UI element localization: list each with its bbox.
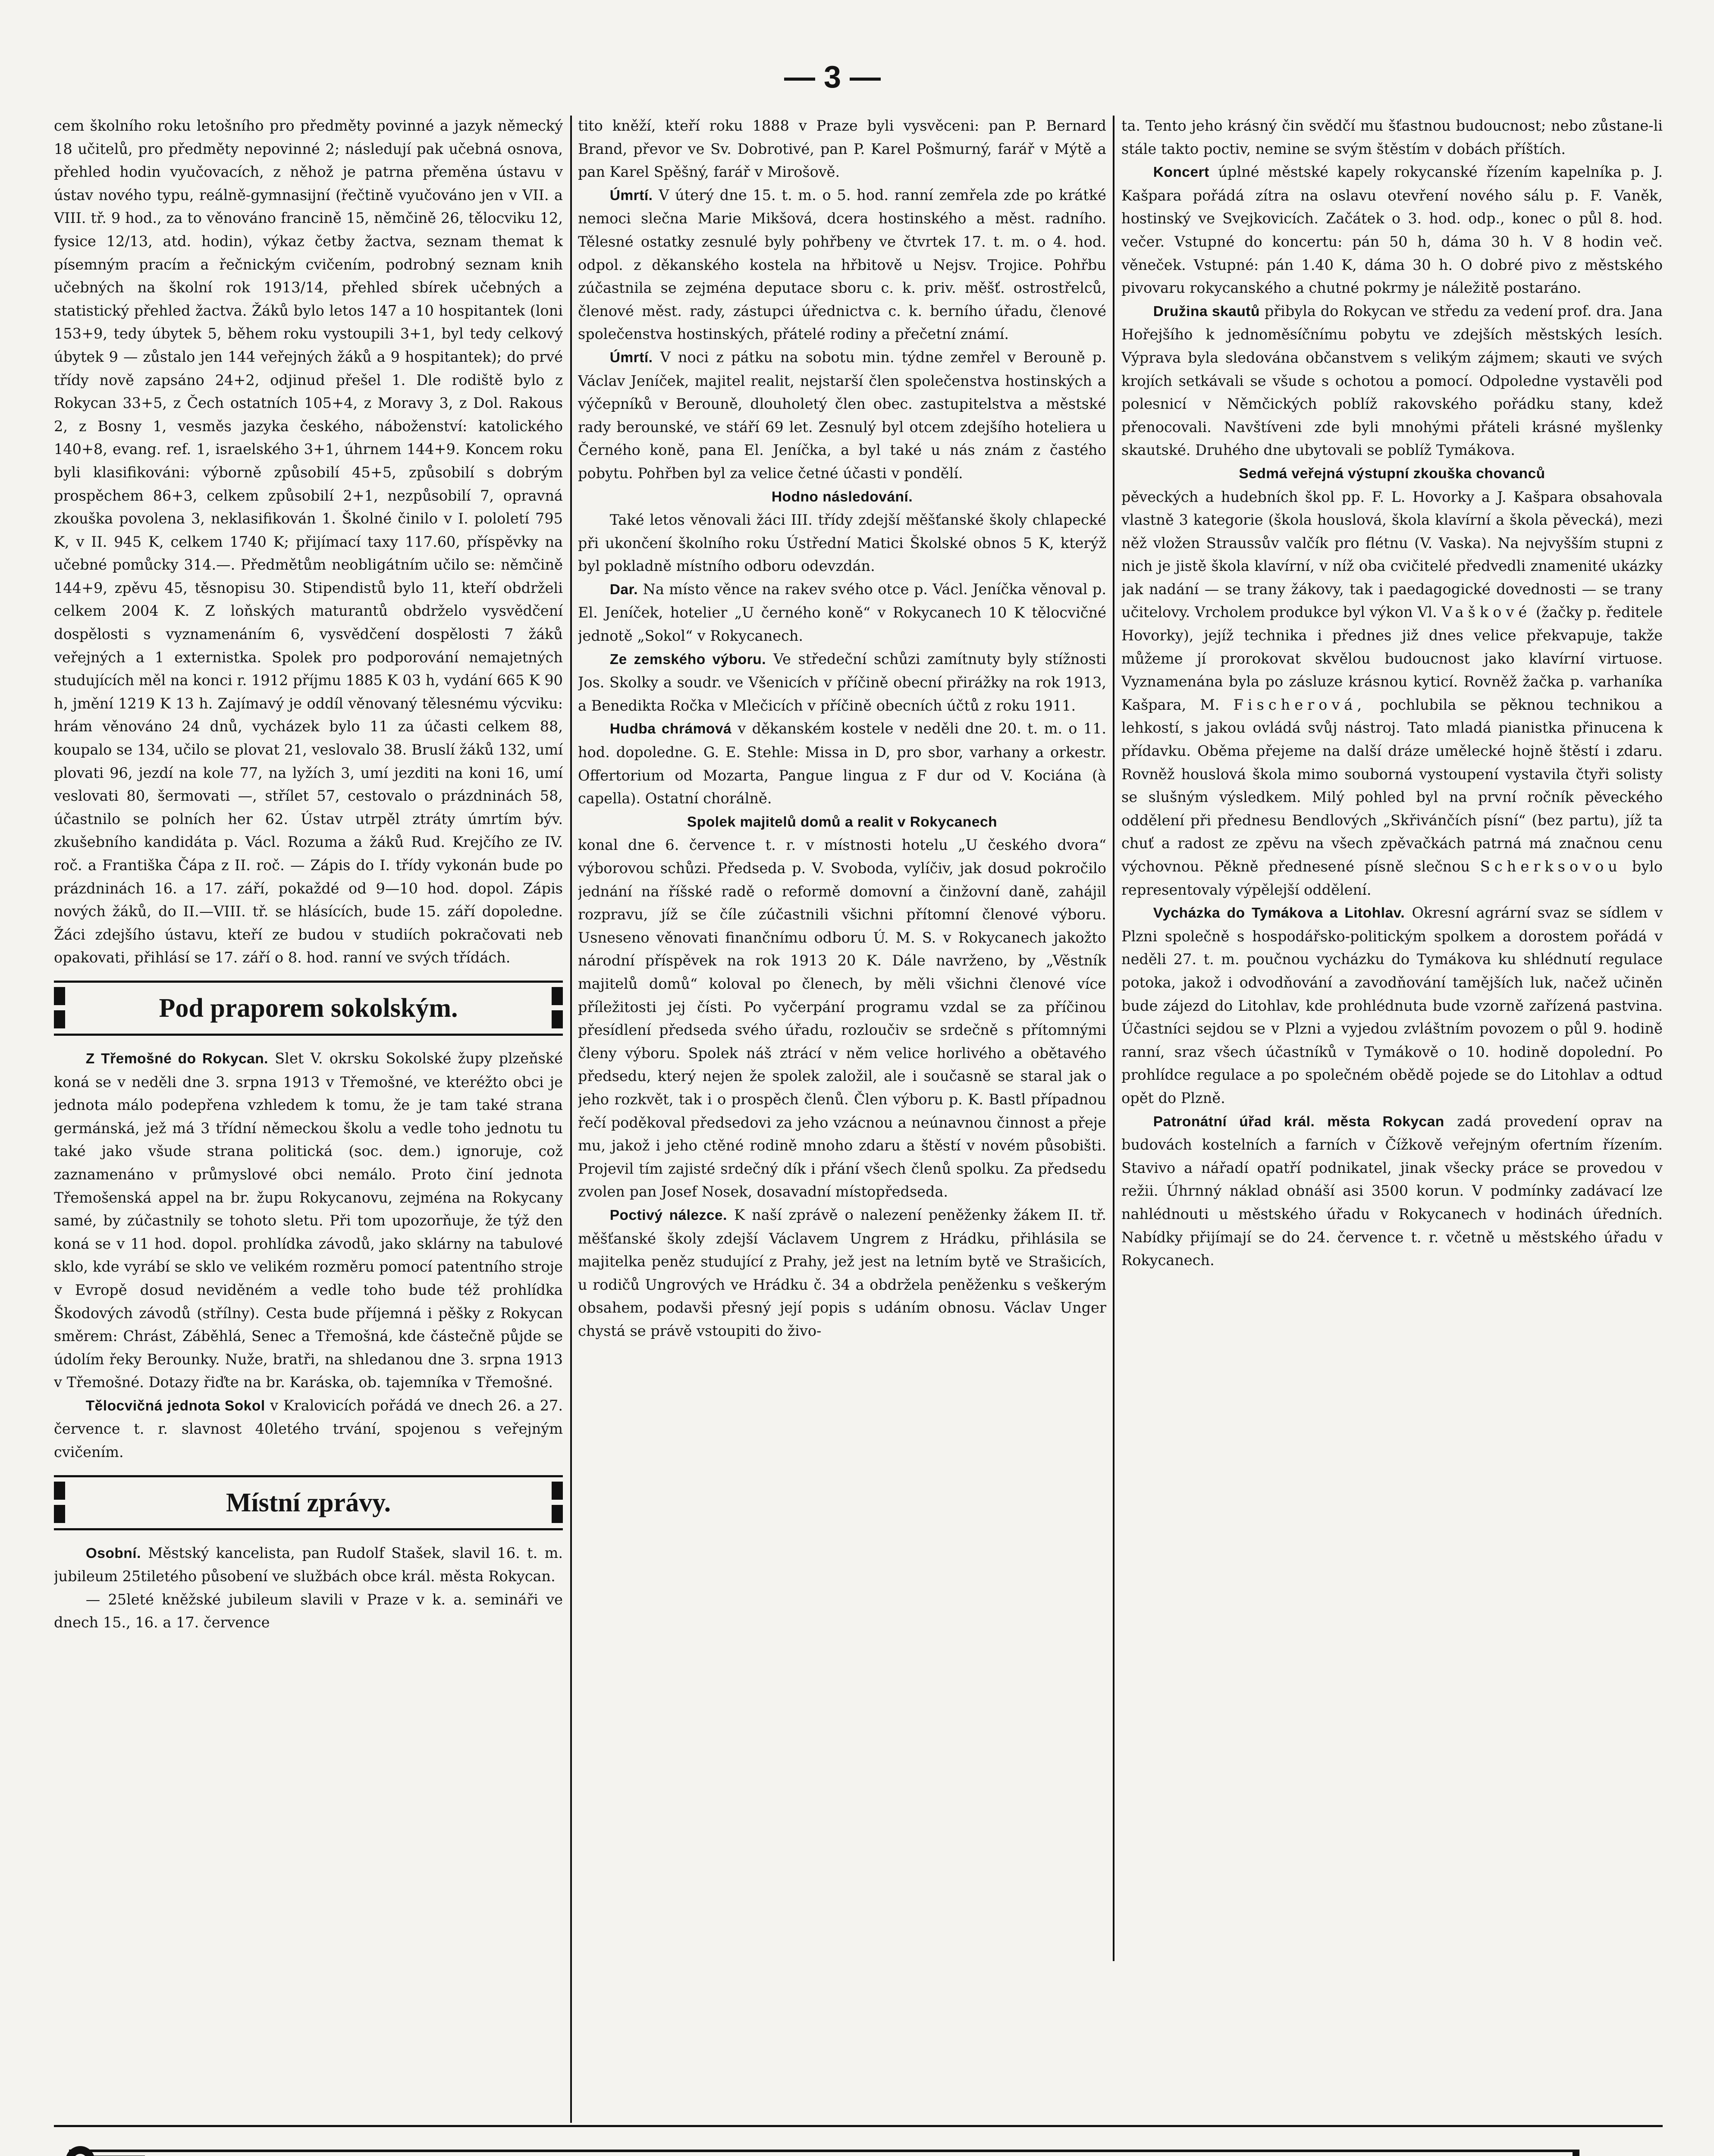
box-corner-mark (54, 987, 65, 1005)
article-text: Okresní agrární svaz se sídlem v Plzni společně s hospodářsko-politickým spolkem a dorostem pořádá v neděli 27. t. m. poučnou vycházku do Tymákova ku shlédnutí regulace potoka, jakož i odvodňování a zavodňování tamějších luk, načež učiněn bude zájezd do Litohlav, kde prohlédnuta bude vzorně zařízená pastvina. Účastníci sejdou se v Plzni a vyjedou zvláštním povozem o půl 9. hodině ranní, sraz všech účastníků v Tymákově o 10. hodině dopolední. Po prohlídce regulace a po společném obědě pojede se do Litohlav a odtud opět do Plzně. (1121, 904, 1663, 1106)
box-corner-mark (54, 1505, 65, 1523)
section-heading-box (54, 1475, 563, 1530)
article-text: v Kralovicích pořádá ve dnech 26. a 27. července t. r. slavnost 40letého trvání, spojenou s veřejným cvičením. (54, 1397, 563, 1461)
article-text: (žačky p. ředitele Hovorky), jejíž technika i přednes již dnes velice překvapuje, takže můžeme jí prorokovat skvělou budoucnost jako klavírní virtuose. Vyznamenána byla po zásluze krásnou kyticí. Rovněž žačka p. varhaníka Kašpara, M. (1121, 604, 1663, 713)
person-name: Fischerová, (1233, 696, 1366, 713)
person-name: Scherksovou (1480, 858, 1622, 875)
article-patronatni (1121, 1110, 1663, 1272)
box-corner-mark (552, 1010, 563, 1028)
article-lead: Družina skautů (1153, 303, 1260, 320)
article-sokol-kralovice (54, 1394, 563, 1464)
box-corner-mark (552, 1482, 563, 1500)
article-zkouska (1121, 486, 1663, 902)
article-lead: Dar. (609, 581, 638, 598)
article-text: zadá provedení oprav na budovách kostelních a farních v Čížkově veřejným ofertním řízením. Stavivo a nářadí opatří podnikatel, jinak všecky práce se provedou v režii. Úhrnný náklad obnáší asi 3500 korun. V podmínky zadávací lze nahlédnouti u městského úřadu v Rokycanech v hodinách úředních. Nabídky přijímají se do 24. července t. r. včetně u městského úřadu v Rokycanech. (1121, 1112, 1663, 1269)
article-text: v děkanském kostele v neděli dne 20. t. m. o 11. hod. dopoledne. G. E. Stehle: Missa in D, pro sbor, varhany a orkestr. Offertorium od Mozarta, Pangue lingua z F dur od V. Kociána (à capella). Ostatní chorálně. (578, 720, 1106, 807)
school-report-text: cem školního roku letošního pro předměty povinné a jazyk německý 18 učitelů, pro předměty nepovinné 2; následují pak učebná osnova, přehled hodin vyučovacích, z něhož je patrna přeměna ústavu v ústav nového typu, reálně-gymnasijní (řečtině vyučováno jen v VII. a VIII. tř. 9 hod., za to věnováno francině 15, němčině 26, tělocviku 12, fysice 12/13, atd. hodin), výkaz četby žactva, seznam themat k písemným pracím a řečnickým cvičením, podrobný seznam knih učebných na školní rok 1913/14, přehled sbírek učebných a statistický přehled žactva. Žáků bylo letos 147 a 10 hospitantek (loni 153+9, tedy úbytek 5, během roku vystoupili 3+1, byl tedy celkový úbytek 9 — zůstalo jen 144 veřejných žáků a 9 hospitantek); do prvé třídy nově zapsáno 24+2, odjinud přešel 1. Dle rodiště bylo z Rokycan 33+5, z Čech ostatních 105+4, z Moravy 3, z Dol. Rakous 2, z Bosny 1, vesměs jazyka českého, náboženství: katolického 140+8, evang. ref. 1, israelského 3+1, úhrnem 144+9. Koncem roku byli klasifikováni: výborně způsobilí 45+5, způsobilí s dobrým prospěchem 86+3, celkem způsobilí 2+1, nezpůsobilí 7, opravná zkouška povolena 3, neklasifikován 1. Školné činilo v I. pololetí 795 K, v II. 945 K, celkem 1740 K; přijímací taxy 117.60, příspěvky na učebné pomůcky 314.—. Předmětům neobligátním učilo se: němčině 144+9, zpěvu 45, těsnopisu 30. Stipendistů bylo 11, kteří obdrželi celkem 2004 K. Z loňských maturantů obdrželo vysvědčení dospělosti s vyznamenáním 6, vysvědčení dospělosti 7 žáků veřejných a 1 externistka. Spolek pro podporování nemajetných studujících měl na konci r. 1912 příjmu 1885 K 03 h, vydání 665 K 90 h, jmění 1219 K 13 h. Zajímavý je oddíl věnovaný tělesnému výcviku: hrám věnováno 24 dnů, vycházek bylo 11 za účasti celkem 88, koupalo se 134, učilo se plovat 21, veslovalo 38. Bruslí žáků 132, umí plovati 96, jezdí na kole 77, na lyžích 3, umí jezditi na koni 16, umí veslovati 80, šermovati —, střílet 57, cestovalo o prázdninách 58, účastnilo se polních her 62. Ústav utrpěl ztráty úmrtím býv. zkušebního kandidáta p. Václ. Rozuma a žáků Rud. Krejčího ze IV. roč. a Františka Čápa z II. roč. — Zápis do I. třídy vykonán bude po prázdninách 16. a 17. září, pokaždé od 9—10 hod. dopol. Zápis nových žáků, do II.—VIII. tř. se hlásících, bude 15. září dopoledne. Žáci zdejšího ústavu, kteří ze budou v studiích pokračovati neb opakovati, přihlásí se 17. září o 8. hod. ranní ve svých třídách. (54, 117, 563, 966)
article-jubileum: — 25leté kněžské jubileum slavili v Praze v k. a. semináři ve dnech 15., 16. a 17. července (54, 1591, 563, 1631)
article-lead: Ze zemského výboru. (609, 651, 766, 667)
article-lead: Úmrtí. (609, 349, 653, 366)
box-corner-mark (54, 1482, 65, 1500)
article-text: Slet V. okrsku Sokolské župy plzeňské koná se v neděli dne 3. srpna 1913 v Třemošné, ve kteréžto obci je jednota málo podepřena vzhledem k tomu, že je tam také strana germánská, jež má 3 třídní německou školu a vedle toho jednotu tu také jako všude strana politická (soc. dem.) ignoruje, což zaznamenáno v průmyslové obci nemálo. Proto činí jednota Třemošenská appel na br. župu Rokycanovu, zejména na Rokycany samé, by zúčastnily se tohoto sletu. Při tom upozorňuje, že týž den koná se v 11 hod. dopol. prohlídka závodů, jako sklárny na tabulové sklo, kde vyrábí se sklo ve velikém rozměru pomocí patentního stroje v Evropě dosud neviděném a vedle toho bude též prohlídka Škodových závodů (střílny). Cesta bude příjemná i pěšky z Rokycan směrem: Chrást, Záběhlá, Senec a Třemošná, kde částečně půjde se údolím řeky Berounky. Nuže, bratři, na shledanou dne 3. srpna 1913 v Třemošné. Dotazy řiďte na br. Karáska, ob. tajemníka v Třemošné. (54, 1050, 563, 1391)
article-heading: Sedmá veřejná výstupní zkouška chovanců (1239, 465, 1545, 482)
ad-separator-rule (54, 2125, 1663, 2127)
box-corner-mark (54, 1010, 65, 1028)
article-koncert (1121, 160, 1663, 300)
article-text: přibyla do Rokycan ve středu za vedení prof. dra. Jana Hořejšího k jednoměsíčnímu pobytu ve zdejších městských lesích. Výprava byla sledována občanstvem s velikým zájmem; skauti ve svých krojích setkávali se všude s ochotou a pomocí. Odpoledne vystavěli pod polesnicí v Němčických poblíž rakovského pořádku stany, kdež přenocovali. Navštíveni zde byli mnohými přáteli krásné myšlenky skautské. Druhého dne ubytovali se poblíž Tymákova. (1121, 302, 1663, 459)
article-text: pochlubila se pěknou technikou a lehkostí, s jakou ovládá svůj nástroj. Tato mladá pianistka přinucena k přídavku. Oběma přejeme na další dráze umělecké hojně štěstí i zdaru. Rovněž houslová škola mimo souborná vystoupení vystavila čtyři solisty se slušným výsledkem. Milý pohled byl na první ročník pěveckého oddělení při přednesu Bendlových „Skřivánčích písní“ (bez partu), jíž ta chuť a radost ze zpěvu na všech zpěvačkách patrná má značnou cenu výchovnou. Pěkně přednesené písně slečnou (1121, 696, 1663, 875)
article-text: bylo representovaly výpělejší oddělení. (1121, 858, 1663, 898)
article-lead: Úmrtí. (609, 187, 653, 204)
article-umrti-mikšova (578, 184, 1106, 346)
article-poctivy-nalezce (578, 1203, 1106, 1343)
article-text: pěveckých a hudebních škol pp. F. L. Hovorky a J. Kašpara obsahovala vlastně 3 kategorie (škola houslová, škola klavírní a škola pěvecká), mezi něž vložen Straussův valčík pro flétnu (V. Vaska). Na nejvyšším stupni z nich je jistě škola klavírní, v níž oba cvičitelé předvedli znamenité ukázky jak nadání — se trany žákovy, tak i paedagogické dovednosti — se trany učitelovy. Vrcholem produkce byl výkon Vl. (1121, 488, 1663, 621)
article-lead: Poctivý nálezce. (609, 1207, 727, 1223)
article-text: ta. Tento jeho krásný čin svědčí mu šťastnou budoucnost; nebo zůstane-li stále takto poctiv, nemine se svým štěstím v dobách příštích. (1121, 117, 1663, 157)
article-text: K naší zprávě o nalezení peněženky žákem II. tř. měšťanské školy zdejší Václavem Ungrem z Hrádku, přihlásila se majitelka peněz studující z Prahy, jež jest na letním bytě ve Strašicích, u rodičů Ungrových ve Hrádku č. 34 a obdržela peněženku s veškerým obsahem, podavši přesný její popis s udáním obnosu. Václav Unger chystá se právě vstoupiti do živo- (578, 1206, 1106, 1339)
article-text: úplné městské kapely rokycanské řízením kapelníka p. J. Kašpara pořádá zítra na oslavu otevření nového sálu p. F. Vaněk, hostinský ve Svejkovicích. Začátek o 3. hod. odp., konec o půl 8. hod. večer. Vstupné do koncertu: pán 50 h, dáma 30 h. V 8 hodin več. věneček. Vstupné: pán 1.40 K, dáma 30 h. O dobré pivo z městského pivovaru rokycanského a chutné pokrmy je náležitě postaráno. (1121, 163, 1663, 297)
section-heading-mistni: Místní zprávy. (226, 1488, 391, 1517)
article-lead: Koncert (1153, 164, 1209, 181)
section-heading-sokol: Pod praporem sokolským. (159, 993, 458, 1023)
lantern-searcher-icon (54, 2135, 154, 2156)
column-rule (570, 116, 572, 2123)
article-zemsky-vybor (578, 648, 1106, 718)
article-text: Na místo věnce na rakev svého otce p. Václ. Jeníčka věnoval p. El. Jeníček, hotelier „U černého koně“ v Rokycanech 10 K tělocvičné jednotě „Sokol“ v Rokycanech. (578, 580, 1106, 645)
column-middle (578, 114, 1106, 1951)
section-heading-box (54, 981, 563, 1036)
article-druzina (1121, 300, 1663, 462)
article-heading: Spolek majitelů domů a realit v Rokycanech (687, 814, 998, 830)
article-lead: Tělocvičná jednota Sokol (85, 1398, 265, 1414)
article-text: Ve středeční schůzi zamítnuty byly stížnosti Jos. Skolky a soudr. ve Všenicích v příčině obecní přirážky na rok 1913, a Benedikta Ročka v Mlečicích v příčině obecních účtů z roku 1911. (578, 650, 1106, 714)
article-sokol-slet (54, 1047, 563, 1394)
article-hudba (578, 717, 1106, 810)
article-dar (578, 578, 1106, 648)
article-lead: Osobní. (85, 1545, 141, 1561)
column-right (1121, 114, 1663, 1951)
box-corner-mark (552, 1505, 563, 1523)
column-rule (1113, 116, 1114, 1961)
article-lead: Hudba chrámová (609, 721, 732, 737)
person-name: Vaškové (1441, 604, 1532, 621)
column-left (54, 114, 563, 2115)
article-umrti-jenicek (578, 346, 1106, 485)
article-text: tito kněží, kteří roku 1888 v Praze byli vysvěceni: pan P. Bernard Brand, převor ve Sv. Dobrotivé, pan P. Karel Pošmurný, farář v Mýtě a pan Karel Spěšný, farář v Mirošově. (578, 117, 1106, 181)
article-text: Také letos věnovali žáci III. třídy zdejší měšťanské školy chlapecké při ukončení školního roku Ústřední Matici Školské obnos 5 K, kterýž byl pokladně místního odboru odevzdán. (578, 511, 1106, 575)
article-text: V úterý dne 15. t. m. o 5. hod. ranní zemřela zde po krátké nemoci slečna Marie Mikšová, dcera hostinského a měst. radního. Tělesné ostatky zesnulé byly pohřbeny ve čtvrtek 17. t. m. o 4. hod. odpol. z děkanského kostela na hřbitově u Nejsv. Trojice. Pohřbu zúčastnila se zejména deputace sboru c. k. priv. měšť. ostrostřelců, členové měst. rady, zástupci úřednictva c. k. berního úřadu, členové společenstva hostinských, přátelé rodiny a přečetní známí. (578, 186, 1106, 343)
article-text: V noci z pátku na sobotu min. týdne zemřel v Berouně p. Václav Jeníček, majitel realit, nejstarší člen společenstva hostinských a výčepníků v Berouně, dlouholetý člen obec. zastupitelstva a městské rady berounské, ve stáří 69 let. Zesnulý byl otcem zdejšího hoteliera u Černého koně, pana El. Jeníčka, a byl také u nás znám z častého pobytu. Pohřben byl za velice četné účasti v pondělí. (578, 348, 1106, 482)
soap-advertisement (69, 2150, 1579, 2156)
box-corner-mark (552, 987, 563, 1005)
article-heading: Hodno následování. (771, 489, 913, 505)
page-number: — 3 — (784, 60, 881, 94)
article-osobni (54, 1542, 563, 1588)
article-lead: Z Třemošné do Rokycan. (85, 1050, 268, 1067)
article-text: konal dne 6. července t. r. v místnosti hotelu „U českého dvora“ výborovou schůzi. Předseda p. V. Svoboda, vylíčiv, jak dosud pokročilo jednání na říšské radě o reformě domovní a činžovní daně, zahájil rozpravu, jíž se číle zúčastnili všichni přítomní členové výboru. Usneseno věnovati finančnímu odboru Ú. M. S. v Rokycanech jakožto národní příspěvek na rok 1913 20 K. Dále navrženo, by „Věstník majitelů domů“ koloval po členech, by měli všichni členové více příležitosti jej čísti. Po vyčerpání programu vzdal se za příčinou přesídlení předseda svého úřadu, rozloučiv se srdečně s přítomnými členy výboru. Spolek náš ztrácí v něm velice horlivého a obětavého předsedu, který nejen že spolek založil, ale i současně se staral jak o jeho rozkvět, tak i o prospěch členů. Člen výboru p. K. Bastl případnou řečí poděkoval předsedovi za jeho vzácnou a neúnavnou činnost a přeje mu, jakož i jeho ctěné rodině mnoho zdaru a štěstí v novém působišti. Projevil tím zajisté srdečný dík i přání všech členů spolku. Za předsedu zvolen pan Josef Nosek, dosavadní místopředseda. (578, 837, 1106, 1200)
article-vychazka (1121, 901, 1663, 1109)
article-lead: Patronátní úřad král. města Rokycan (1153, 1113, 1444, 1130)
article-text: Městský kancelista, pan Rudolf Stašek, slavil 16. t. m. jubileum 25tiletého působení ve službách obce král. města Rokycan. (54, 1544, 563, 1585)
article-lead: Vycházka do Tymákova a Litohlav. (1153, 905, 1405, 921)
